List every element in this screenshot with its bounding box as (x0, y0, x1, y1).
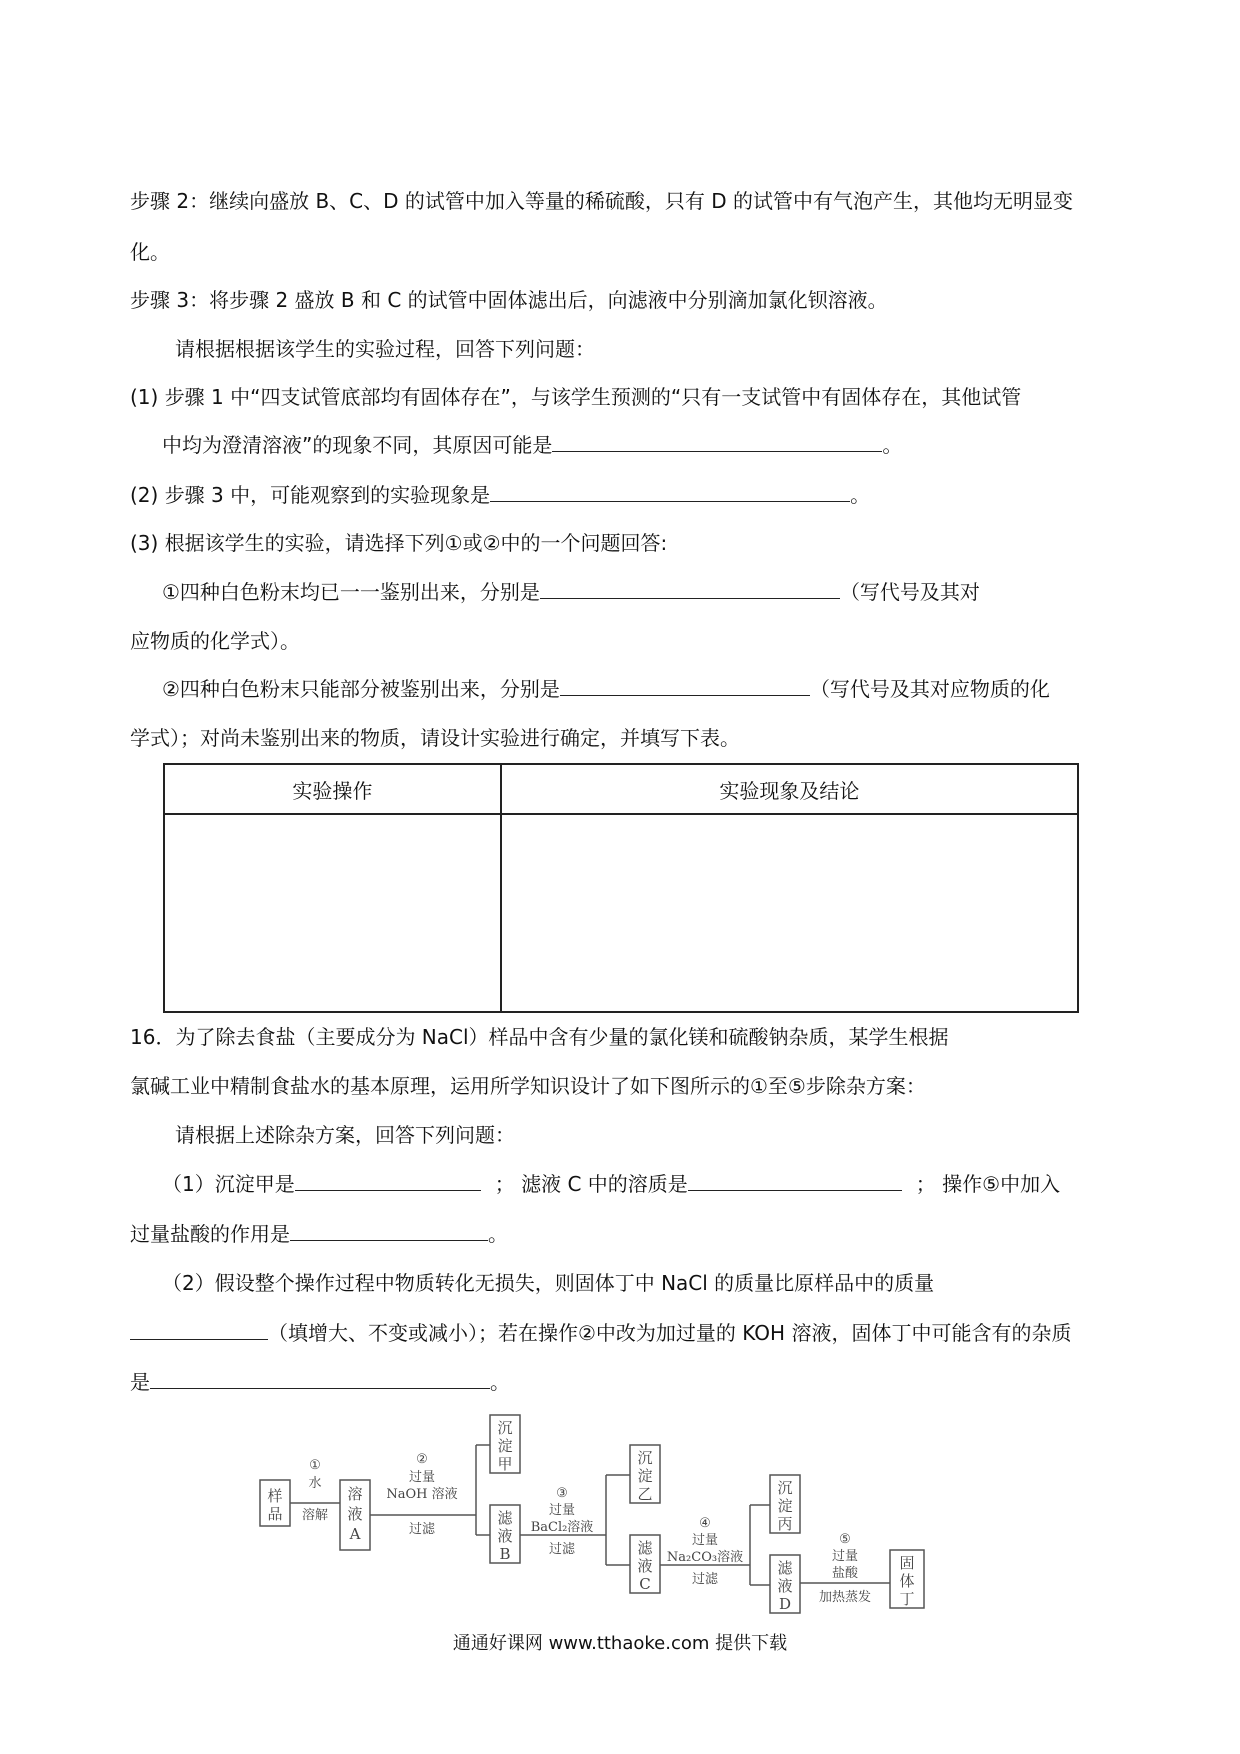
filtrate-c-blank[interactable] (688, 1170, 902, 1191)
q2-suffix: 。 (850, 483, 871, 507)
q3-option1 (162, 578, 980, 606)
step4-label-op: 过滤 (691, 1572, 719, 1587)
q3-option1-suffix: （写代号及其对 (839, 580, 980, 604)
q16-part2-line3 (130, 1368, 510, 1396)
step3-text: 步骤 3：将步骤 2 盛放 B 和 C 的试管中固体滤出后，向滤液中分别滴加氯化钡溶液。 (130, 288, 888, 312)
q16-part1-line2-prefix: 过量盐酸的作用是 (130, 1222, 290, 1246)
step2-label-amount: 过量 (408, 1470, 436, 1485)
q2-answer-blank[interactable] (490, 481, 850, 502)
table-header-operation: 实验操作 (164, 764, 501, 814)
step5-label-op: 加热蒸发 (818, 1590, 872, 1605)
q2-line (130, 481, 870, 509)
node-precip-3-2: 淀 (777, 1497, 793, 1515)
q16-part1-line2-suffix: 。 (488, 1222, 508, 1246)
q16-line2: 氯碱工业中精制食盐水的基本原理，运用所学知识设计了如下图所示的①至⑤步除杂方案： (130, 1074, 926, 1098)
q3-option1-blank[interactable] (540, 578, 840, 599)
q3-option2-blank[interactable] (560, 675, 810, 696)
step4-label-reagent: Na₂CO₃溶液 (666, 1550, 744, 1565)
node-filtrate-a-2: 液 (347, 1505, 363, 1523)
q16-part1-line2 (130, 1220, 508, 1248)
node-solid-1: 固 (899, 1554, 915, 1572)
node-filtrate-b-3: B (499, 1545, 511, 1563)
q3-option2-suffix: （写代号及其对应物质的化 (809, 677, 1050, 701)
step3-label-op: 过滤 (548, 1542, 576, 1557)
node-precip-1-2: 淀 (497, 1437, 513, 1455)
q1-line2-suffix: 。 (882, 433, 903, 457)
table-header-row (164, 764, 1078, 814)
node-filtrate-b-1: 滤 (497, 1509, 513, 1527)
node-filtrate-a-1: 溶 (347, 1485, 363, 1503)
table-cell-operation[interactable] (164, 814, 501, 1012)
node-precip-3-1: 沉 (777, 1479, 793, 1497)
table-row (164, 814, 1078, 1012)
step3-label-reagent: BaCl₂溶液 (530, 1520, 594, 1535)
node-filtrate-c-1: 滤 (637, 1539, 653, 1557)
q16-part2-line3-prefix: 是 (130, 1370, 150, 1394)
q16-part2-line3-suffix: 。 (490, 1370, 510, 1394)
page-footer: 通通好课网 www.tthaoke.com 提供下载 (452, 1633, 788, 1654)
q16-part2-line1: （2）假设整个操作过程中物质转化无损失，则固体丁中 NaCl 的质量比原样品中的质量 (162, 1271, 935, 1295)
node-filtrate-a-3: A (349, 1525, 361, 1543)
q1-line2 (162, 431, 902, 459)
q3-option1-line2: 应物质的化学式）。 (130, 629, 300, 653)
node-precip-2-3: 乙 (637, 1485, 653, 1503)
step1-label-num: ① (309, 1458, 321, 1473)
step2-label-op: 过滤 (408, 1522, 436, 1537)
step2-label-num: ② (416, 1452, 428, 1467)
mass-change-blank[interactable] (130, 1319, 268, 1340)
table-header-result: 实验现象及结论 (501, 764, 1078, 814)
q1-answer-blank[interactable] (552, 431, 882, 452)
step2-label-reagent: NaOH 溶液 (386, 1487, 458, 1502)
hcl-role-blank[interactable] (290, 1220, 488, 1241)
node-solid-2: 体 (899, 1572, 915, 1590)
q3-option1-prefix: ①四种白色粉末均已一一鉴别出来，分别是 (162, 580, 540, 604)
step5-label-amount: 过量 (831, 1549, 859, 1564)
node-sample-1: 样 (267, 1487, 283, 1505)
node-solid-3: 丁 (899, 1590, 915, 1608)
q16-part2-line2-text: （填增大、不变或减小）；若在操作②中改为加过量的 KOH 溶液，固体丁中可能含有的杂质 (268, 1321, 1072, 1345)
step1-label-reagent: 水 (308, 1476, 322, 1491)
node-filtrate-d-3: D (778, 1595, 792, 1613)
q3-option2 (162, 675, 1050, 703)
step3-label-num: ③ (556, 1486, 568, 1501)
q16-part1-c: ； 操作⑤中加入 (915, 1172, 1061, 1196)
q16-line3: 请根据上述除杂方案，回答下列问题： (175, 1123, 515, 1147)
impurity-blank[interactable] (150, 1368, 490, 1389)
node-filtrate-c-2: 液 (637, 1557, 653, 1575)
purification-flowchart (250, 1405, 940, 1615)
step2-line1: 步骤 2：继续向盛放 B、C、D 的试管中加入等量的稀硫酸，只有 D 的试管中有气泡产生，其他均无明显变 (130, 189, 1073, 213)
step5-label-reagent: 盐酸 (831, 1566, 859, 1581)
table-cell-result[interactable] (501, 814, 1078, 1012)
step3-label-amount: 过量 (548, 1503, 576, 1518)
node-precip-3-3: 丙 (777, 1515, 793, 1533)
node-filtrate-c-3: C (639, 1575, 651, 1593)
node-precip-1-1: 沉 (497, 1419, 513, 1437)
q16-part1 (162, 1170, 1060, 1198)
precipitate-a-blank[interactable] (295, 1170, 481, 1191)
step4-label-amount: 过量 (691, 1533, 719, 1548)
step5-label-num: ⑤ (839, 1532, 851, 1547)
q2-prefix: (2) 步骤 3 中，可能观察到的实验现象是 (130, 483, 491, 507)
node-filtrate-d-2: 液 (777, 1577, 793, 1595)
q16-part1-b: ； 滤液 C 中的溶质是 (494, 1172, 688, 1196)
step4-label-num: ④ (699, 1516, 711, 1531)
node-precip-2-1: 沉 (637, 1449, 653, 1467)
q1-line1: (1) 步骤 1 中“四支试管底部均有固体存在”，与该学生预测的“只有一支试管中有固体存在，其他试管 (130, 385, 1022, 409)
node-precip-2-2: 淀 (637, 1467, 653, 1485)
node-sample-2: 品 (267, 1505, 283, 1523)
q3-intro: (3) 根据该学生的实验，请选择下列①或②中的一个问题回答: (130, 531, 668, 555)
q16-line1: 16．为了除去食盐（主要成分为 NaCl）样品中含有少量的氯化镁和硫酸钠杂质，某学生根据 (130, 1025, 949, 1049)
q3-option2-prefix: ②四种白色粉末只能部分被鉴别出来，分别是 (162, 677, 560, 701)
q16-part2-line2 (130, 1319, 1071, 1347)
experiment-table (163, 763, 1079, 1013)
q1-line2-prefix: 中均为澄清溶液”的现象不同，其原因可能是 (162, 433, 553, 457)
node-filtrate-d-1: 滤 (777, 1559, 793, 1577)
node-filtrate-b-2: 液 (497, 1527, 513, 1545)
q3-option2-line2: 学式）；对尚未鉴别出来的物质，请设计实验进行确定，并填写下表。 (130, 726, 740, 750)
questions-intro: 请根据根据该学生的实验过程，回答下列问题： (175, 337, 595, 361)
q16-part1-a: （1）沉淀甲是 (162, 1172, 295, 1196)
step1-label-op: 溶解 (301, 1508, 329, 1523)
step2-line2: 化。 (130, 240, 170, 264)
node-precip-1-3: 甲 (497, 1455, 513, 1473)
